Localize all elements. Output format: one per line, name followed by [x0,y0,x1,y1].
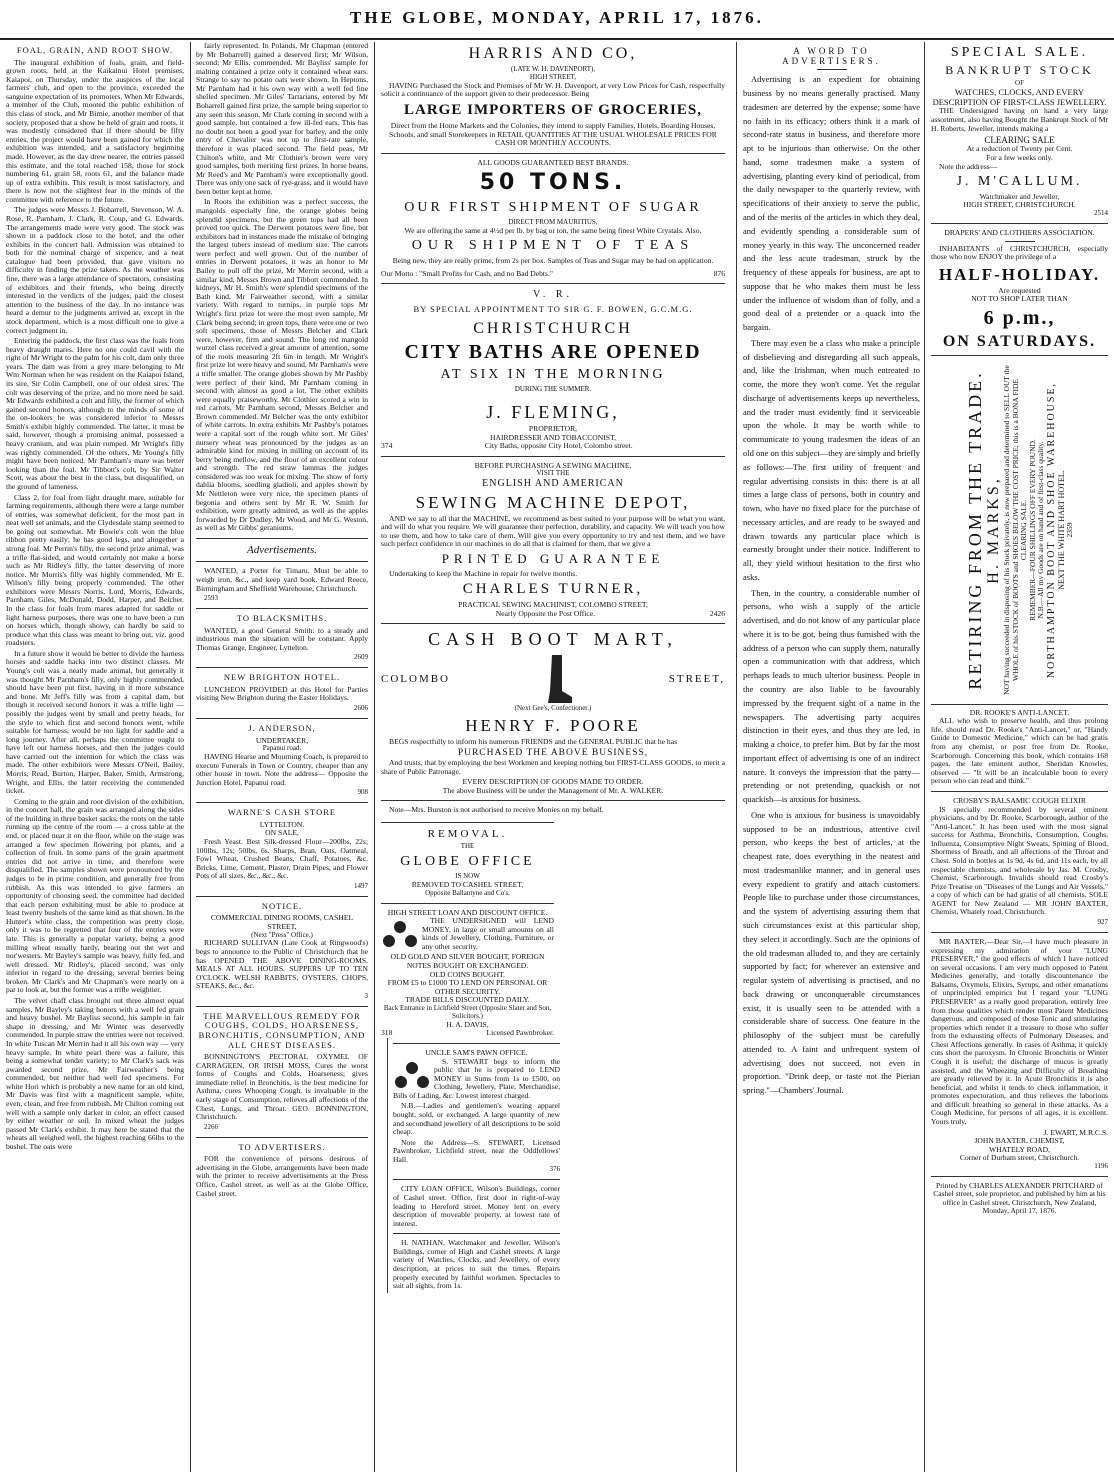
rooke-title: DR. ROOKE'S ANTI-LANCET. [969,707,1070,717]
ad-number: 2266 [204,1122,218,1131]
marks-next: NEXT THE WHITE HART HOTEL. [1056,469,1066,590]
ad-text: LUNCHEON PROVIDED at this Hotel for Parties visiting New Brighton during the Easter Holidays. [196,684,368,703]
removal-opposite: Opposite Ballantyne and Co's. [425,888,510,897]
baxter-road: WHATELY ROAD, [989,1144,1050,1154]
harris-subtitle: (LATE W. H. DAVENPORT), [510,65,596,74]
article-paragraph: Advertising is an expedient for obtaining business by no means generally practised. Many tradesmen are deterred by the expense; some have no faith in its efficacy; others think it a mark of second-rate status in business, and therefore more apt to be injurious than otherwise. On the other hand, some tradesmen make a system of advertising, planting every kind of periodical, from the daily newspaper to the quarterly review, with specifications of their anxiety to serve the public, and of the merits of the articles in which they deal, and evidently spending a considerable sum of money yearly in this way. The unconcerned reader and the less acute tradesman, struck by the frequency of these appeals for business, are apt to suppose that he who makes them must be less under the influence of wisdom than of folly, and a good deal of a pretender or a quack into the bargain. [743,74,920,333]
column-2 [190,42,368,1472]
rooke-text: ALL who wish to preserve health, and thus prolong life, should read Dr. Rooke's "Anti-Lancet," or, "Handy Guide to Domestic Medicine," which can be had gratis from any chemist, or post free from Dr. Rooke, Scarborough. Concerning this book, which contains 168 pages, the late eminent author, Sheridan Knowles, observed — "It will be an incalculable boon to every person who can read and think." [931,716,1108,786]
divider [196,1137,368,1138]
ad-text: FOR the convenience of persons desirous of advertising in the Globe, arrangements have been made with the printer to receive advertisements at the Press Office, Cashel street, as well as at the Globe Office, Cashel street. [196,1154,368,1198]
inhabitants-text: INHABITANTS of CHRISTCHURCH, especially those who now ENJOY the privilege of a [931,243,1108,262]
article-paragraph: There may even be a class who make a principle of disbelieving and disregarding all such appeals, and, like the Irishman, when much entreated to come, the more they won't come. Yet the regular discharge of advertisements keeps up nevertheless, and the trader must evidently find it serviceable upon the whole. It may be worth while to communicate to young tradesmen the ideas of an old one on this subject—they are simply and briefly as follows:—The first utility of frequent and regular advertising consists in this: there is at all times a large class of persons, both in country and town, who have no fixed place for the purchase of necessary articles, and are ready to be swayed and drawn towards any particular place which is earnestly brought under their notice. Indifferent to all, they yield without hesitation to the first who asks. [743,337,920,582]
boot-street: STREET, [668,672,725,685]
ad-number: 2606 [354,704,368,712]
article-paragraph: fairly represented. In Polands, Mr Chapman (entered by Mr Boharrell) gained a deserved first; Mr Wilson, second; Mr Ellis, commended. Mr Bayliss' sample for malting contained a prize only it contained wheat ears. Strange to say no potato oats were shown. In Heptons, Mr Parnham had it his own way with a well fed fine shelled specimen. Mr Giles' Tartarians, entered by Mr Boharrell gained first prize, the sample being superior to any seen this season, Mr Clark coming in second with a good sample, but contained a few ill-fed ears. This has no doubt not been a good year for barley, and the only entry of Chevalier was not up to first-rate sample, therefore it was placed second. The field peas, Mr Chilton's white, and Mr Clothier's brown were very good samples, both meriting first prizes. In horse beans, Mr Reed's and Mr Parnham's were exceptionally good. There was only one sack of rye-grass, and it would have been better kept at home. [196,42,368,196]
ad-text: RICHARD SULLIVAN (Late Cook at Ringwood's) begs to announce to the Public of Christchurch that he has OPENED THE ABOVE DINING-ROOMS. MEALS AT ALL HOURS. SUPPERS UP TO TEN O'CLOCK. WELSH RABBITS, OYSTERS, CHOPS, STEAKS, &c., &c. [196,938,368,991]
fleming-trade: HAIRDRESSER AND TOBACCONIST, [490,432,616,442]
ad-title: TO ADVERTISERS. [238,1141,326,1152]
ad-bonnington [196,1012,368,1132]
ad-text: HAVING Hearse and Mourning Coach, is prepared to execute Funerals in Town or Country, cheaper than any other house in town. Note the address— Opposite the Junction Hotel, Papanui road. [196,751,368,787]
ad-number: 2593 [204,594,218,603]
note-address: Note the address— [939,161,998,171]
baxter-text: MR BAXTER,—Dear Sir,—I have much pleasure in expressing my admiration of your "LUNG PRESERVER," the good effects of which I have noticed on several occasions. I am very much opposed to Patent Medicines generally, and totally discountenance the Balsams, Oxymels, Elixirs, Syrups, and other emanations of unprincipled empirics but I regard your "LUNG PRESERVER" as a really good preparation, entirely free from those qualities which render most Patent Medicines dangerous, and composed of those Tonic and stimulating properties which render it a treasure to those who suffer from the exhausting effects of Pulmonary Diseases, and Chest Affections generally. In cases of Asthma, it quickly cuts short the paroxysm. In Chronic Bronchitis or Winter Cough it is useful; the discharge of mucus is greatly assisted, and the Wheezing and Difficulty of Breathing are greatly relieved by it. In Acute Bronchitis it is also beneficial, and whilst it tends to check inflammation, it promotes expectoration, and thus relieves the laborious and difficult breathing so general in these attacks. As a Cough Medicine, for persons of all ages, it is excellent. Yours truly, [931,936,1108,1127]
baxter-chemist: JOHN BAXTER, CHEMIST, [974,1136,1065,1146]
divider [196,1006,368,1007]
mccallum-sub: Watchmaker and Jeweller, [979,191,1060,201]
masthead [0,0,1114,40]
article-paragraph: The judges were Messrs J. Boharrell, Stevenson, W. A. Rose, R. Parnham, J. Clark, R. Coup, and G. Edwards. The arrangements made were very good. The stock was shown in a paddock close to the hotel, and the other exhibits in the concert hall. Admission was obtained to both for the nominal charge of sixpence, and a neat catalogue had been provided, that gave visitors no difficulty in finding the prize takers. As the weather was fine, there was a large attendance of spectators, consisting of exhibitors and their friends, who being directly interested in the verdicts of the judges, paid the closest attention to the business of the day. In no instance was heard a demur to the judgments arrived at, except in the stock department, which is a most difficult one to give a correct judgment in. [6,205,184,335]
article-heading: A WORD TO ADVERTISERS. [782,46,881,67]
poore-note: Note—Mrs. Burston is not authorised to receive Monies on my behalf. [389,805,604,815]
motto-number: 876 [713,268,725,278]
column-3a [381,817,554,1038]
boot-icon [544,653,574,705]
harris-text: HAVING Purchased the Stock and Premises of Mr W. H. Davenport, at very Low Prices for Cash, respectfully solicit a continuance of the support given to their predecessor. Being [381,80,725,99]
marks-remember: REMEMBER—FOUR SHILLINGS OFF EVERY POUND. [1027,438,1037,621]
ad-anderson [196,724,368,797]
column-3b [387,1038,560,1293]
turner-subtitle: PRACTICAL SEWING MACHINIST, COLOMBO STREET, [458,600,648,610]
marks-northampton: NORTHAMPTON BOOT AND SHOE WAREHOUSE, [1045,381,1057,678]
are-requested: Are requested [998,285,1041,295]
column-5 [924,42,1108,1472]
royal-crest-icon [381,289,725,300]
guarantee-text: Undertaking to keep the Machine in repair for twelve months. [389,568,578,578]
ad-new-brighton [196,673,368,713]
crosby-text: IS specially recommended by several eminent physicians, and by Dr. Rooke, Scarborough, author of the "Anti-Lancet." It has been used with the most signal success for Asthma, Bronchitis, Consumption, Coughs, Influenza, Consumptive Night Sweats, Spitting of Blood, Shortness of Breath, and all affections of the Throat and Chest. Sold in bottles at 1s 9d, 4s 6d, and 11s each, by all respectable chemists, and wholesale by Jas. M. Crosby, Chemist, Scarborough. Invalids should read Crosby's Prize Treatise on "Diseases of the Lungs and Air Vessels," a copy of which can be had gratis of all chemists. SOLE AGENT for New Zealand — MR JOHN BAXTER, Chemist, Whately road, Christchurch. [931,804,1108,917]
divider [381,153,725,154]
marks-nb: N.B.—All my Goods are on hand and of first-class quality. [1036,441,1046,619]
fleming-number: 374 [381,441,393,451]
nathan-text: H. NATHAN, Watchmaker and Jeweller, Wilson's Buildings, corner of High and Cashel streets. A large variety of Watches, Clocks, and Jewellery, of every description, at prices to suit the times. Repairs properly executed by faithful workmen. Spectacles to suit all sights, from 1s. [393,1238,560,1291]
uncle-note: Note the Address—S. STEWART, Licensed Pawnbroker, Lichfield street, near the Oddfellows' Hall. [393,1137,560,1164]
baxter-corner: Corner of Durham street, Christchurch. [959,1153,1080,1163]
boot-mart-title: CASH BOOT MART, [428,629,678,650]
ad-subtitle: COMMERCIAL DINING ROOMS, CASHEL STREET, [210,913,354,931]
marks-name: H. MARKS, [985,475,1003,584]
ad-subtitle: LYTTELTON. [259,819,305,829]
ad-subtitle: (Next "Press" Office.) [251,930,313,939]
marks-rotated-ad [931,355,1108,705]
article-paragraph: Class 2, for foal from light draught mare, suitable for farming requirements, although there were a large number of entries, was somewhat deficient, for the most part in neat well set animals, and the Clydesdale stamp seemed to be going out somewhat. Mr Bowie's colt won the blue ribbon pretty easily; he has good legs, and altogether a strong foal. Mr Perrin's filly, the second prize animal, was a trifle flat-sided, and would certainly not make a horse such as Mr Ridley's filly, the latter deserving of more notice. Mr Morris's filly was highly commended, Mr E. Wilson's filly being properly commended. The other exhibitors were Messrs Norris, Lord, Morris, Edwards, Parnham, Giles, McDonald, Dodd, Harper, and Belcher. In the class for foals from mares adapted for saddle or light harness purposes, there was one to have been a run on horses which, though showy, can hardly be said to produce what this class was meant to bring out, viz. good roadsters. [6,492,184,648]
not-shop: NOT TO SHOP LATER THAN [971,294,1068,304]
uncle-number: 376 [549,1165,560,1174]
ad-title: J. ANDERSON, [248,722,316,733]
article-paragraph: The inaugural exhibition of foals, grain, and field-grown roots, held at the Kaikainui Hotel premises, Kaiapoi, on Thursday, under the auspices of the local farmers' club, and open to the province, exceeded the sanguine expectation of its promoters. When Mr Edwards, a member of the Club, mooted the public exhibition of this class of stock, and Mr Birnie, another member of that society, proposed that a show be held of grain and roots, it was modestly considered that if there should be fifty entries, the project would have been gained for which the exhibition was intended, and a satisfactory beginning made. However, as the day drew nearer, the entries passed this estimate, and the total reached 158, those for stock numbering 61, grain 58, roots 61, and the balance made up of extra exhibits. This result is most satisfactory, and there is now not the slightest fear in the minds of the committee with reference to the future. [6,57,184,204]
turner-number: 2426 [709,608,725,618]
printer-imprint: Printed by CHARLES ALEXANDER PRITCHARD of Cashel street, sole proprietor, and published by him at his office in Cashel street, Christchurch, New Zealand, Monday, April 17, 1876. [933,1180,1106,1216]
ad-title: NEW BRIGHTON HOTEL. [223,672,341,683]
poore-text: BEGS respectfully to inform his numerous FRIENDS and the GENERAL PUBLIC that he has [389,736,678,746]
article-paragraph: The velvet chaff class brought out three almost equal samples, Mr Bayley's taking honors with a well fed grain and heavy bushel. Mr Bayliss second, his sample in fair shape in dressing, and Mr Winter was deservedly commended. In purple straw the entries were not received. In white Tuscan Mr Merrin had it all his own way — very heavy sample. In white pearl there was a failure, this being a somewhat tender variety; to Mr Clark's sack was awarded second prize, Mr Fairweather's being commended, but neither had well fed specimens. For white Hori which is probably a new name for an old kind, Mr Davis was first with a magnificent sample, white, even, clean, and free from rubbish, Mr Chilton coming out well with a sample only darker in color, an effect caused by either weather or soil. In mixed wheat the judges passed Mr Clark's exhibit. It may here be stated that the wheats all weighed well, the highest reaching 66lbs to the bushel. The oats were [6,996,184,1151]
fifty-tons: 50 TONS. [479,170,627,196]
baths-appointment: BY SPECIAL APPOINTMENT TO SIR G. F. BOWEN, G.C.M.G. [413,303,693,314]
loan-trade: TRADE BILLS DISCOUNTED DAILY. [405,995,530,1005]
baths-six: AT SIX IN THE MORNING [440,366,666,382]
removal-removed: REMOVED TO CASHEL STREET, [411,880,524,890]
ad-blacksmiths [196,614,368,662]
crosby-title: CROSBY'S BALSAMIC COUGH ELIXIR [953,795,1086,805]
ad-warne [196,808,368,891]
divider [381,822,554,823]
sewing-before: BEFORE PURCHASING A SEWING MACHINE, [474,460,632,470]
six-pm: 6 p.m., [983,307,1056,330]
loan-back: Back Entrance in Lichfield Street (Opposite Slater and Son, Solicitors.) [383,1003,552,1020]
pawnbroker-balls-icon [381,919,419,949]
divider [196,718,368,719]
masthead-title: THE GLOBE, MONDAY, APRIL 17, 1876. [350,8,764,27]
article-paragraph: Then, in the country, a considerable number of persons, who wish a supply of the article advertised, and do not know of any particular place where it is to be got, being thus furnished with the address of a person who can supply them, naturally open a communication with that address, which perhaps leads to much ulterior business. People in the country are also liable to be favourably impressed by the frequent sight of a name in the newspapers. The advertising party acquires distinction in their eyes, and thus they are led, in making a choice, to prefer him. But by far the most important effect of advertising is one of an indirect nature. It conveys the impression that the party—pretending or not pretending, quackish or not quackish—is anxious for business. [743,587,920,805]
loan-title: HIGH STREET LOAN AND DISCOUNT OFFICE. [387,907,548,917]
divider [381,903,554,904]
ad-text: WANTED, a good General Smith: to a steady and industrious man the situation will be constant. Apply Thomas Grange, Engineer, Lyttelton. [196,625,368,652]
divider [381,456,725,457]
printed-guarantee: PRINTED GUARANTEE [441,551,665,567]
teas-title: OUR SHIPMENT OF TEAS [411,238,695,254]
article-paragraph: In a future show it would be better to divide the harness horses and saddle hacks into two distinct classes. Mr Young's colt was a neatly made animal, but generally it was thought Mr Parnham's filly, only highly commended, should have been put first, having in it more substance and bone. Mr Jeff's filly was from a capital dam, but though it received second honors it was a trifle light — possibly the judges went by small and pretty heads, for the style to which first and second honors went, while suitable for harness, would be too light for saddle and a long journey. After all, perhaps the committee ought to have left out harness horses, and then the judges could have carried out the intention for which the class was made. The other exhibitors were Messrs O'Neil, Bailey, Morris, Read, Burton, Harper, Baker, Smith, Armstrong, Wright, and Ellis, the latter receiving the commended ticket. [6,648,184,796]
bankrupt-stock: BANKRUPT STOCK [945,62,1094,77]
uncle-nb: N.B.—Ladies and gentlemen's wearing apparel bought, sold, or exchanged. A large quantity of new and secondhand jewellery of all descriptions to be sold cheap. [393,1101,560,1137]
divider [196,896,368,897]
sewing-title: SEWING MACHINE DEPOT, [415,492,691,512]
boot-colombo: COLOMBO [381,672,451,685]
ad-number: 1497 [354,881,368,890]
baxter-number: 1196 [1094,1161,1108,1170]
on-saturdays: ON SATURDAYS. [942,332,1097,350]
ad-text: Fresh Yeast. Best Silk-dressed Flour—200lbs, 22s; 100lbs, 12s; 50lbs, 6s. Sharps, Bran, Oats, Oatmeal, Fowl Wheat, Crushed Beans, Chaff, Potatoes, &c. Bricks, Lime, Cement, Plaster, Drain Pipes, and Flower Pots of all sizes, &c., &c., &c. [196,836,368,881]
marks-text: NOT having succeeded in disposing of his Stock privately, is now prepared and determined to SELL OUT the WHOLE of his STOCK of BOOTS and SHOES BELOW THE COST PRICE; this is a BONA FIDE CLEARING SALE. [1002,364,1029,695]
divider [196,667,368,668]
poore-name: HENRY F. POORE [465,715,641,735]
of-label: OF [1015,79,1024,88]
divider [393,1043,560,1044]
ad-porter [196,567,368,603]
crosby-number: 927 [1097,918,1108,927]
harris-goods: ALL GOODS GUARANTEED BEST BRANDS. [477,157,629,167]
ad-subtitle: UNDERTAKER, [255,735,309,745]
loan-lend: FROM £5 to £1000 TO LEND ON PERSONAL OR OTHER SECURITY. [387,978,548,996]
uncle-title: UNCLE SAM'S PAWN OFFICE. [425,1047,528,1057]
harris-importers: LARGE IMPORTERS OF GROCERIES, [404,102,702,119]
column-3 [374,42,730,1472]
poore-text-2: And trusts, that by employing the best Workmen and keeping nothing but FIRST-CLASS GOODS, to merit a share of Public Patronage. [381,758,725,776]
davis-name: H. A. DAVIS, [446,1019,489,1029]
ad-number: 3 [364,991,368,1000]
ad-number: 2609 [354,653,368,662]
divider [196,608,368,609]
baths-christchurch: CHRISTCHURCH [473,320,633,338]
column-1 [6,42,184,1472]
fleming-name: J. FLEMING, [486,401,620,422]
loan-text: THE UNDERSIGNED will LEND MONEY, in large or small amounts on all kinds of Jewellery, Clothing, Furniture, or any other security. [422,916,554,951]
fleming-address: City Baths, opposite City Hotel, Colombo street. [484,441,633,451]
baths-summer: DURING THE SUMMER. [514,384,592,393]
pawnbroker-balls-icon [393,1060,431,1090]
retiring-title: RETIRING FROM THE TRADE. [964,370,985,690]
fleming-proprietor: PROPRIETOR, [528,424,578,434]
ad-to-advertisers [196,1143,368,1198]
divider [931,1176,1108,1177]
city-loan-text: CITY LOAN OFFICE, Wilson's Buildings, corner of Cashel street. Office, first door in right-of-way leading to Hereford street. Money lent on every description of moveable property, at lowest rate of interest. [393,1184,560,1228]
sale-text: THE Undersigned having on hand a very large assortment, also having Bought the Bankrupt Stock of Mr H. Roberts, Jeweller, intends making a [931,106,1108,133]
divider [393,1233,560,1234]
baxter-signature: J. EWART, M.R.C.S. [1043,1127,1108,1137]
advertisements-heading: Advertisements. [247,543,317,556]
uncle-text: S. STEWART begs to inform the public that he is prepared to LEND MONEY in Sums from 1s to £500, on Clothing, Jewellery, Plate, Merchandise, Bills of Lading, &c. Lowest interest charged. [393,1056,560,1100]
divider [381,800,725,801]
watches-line: WATCHES, CLOCKS, AND EVERY DESCRIPTION OF FIRST-CLASS JEWELLERY. [932,87,1107,107]
sugar-text: We are offering the same at 4½d per lb. by bag or ton, the same being finest White Crystals. Also, [404,225,702,235]
divider [196,561,368,562]
clearing-sale: CLEARING SALE [984,135,1055,146]
boot-next: (Next Gee's, Confectioner.) [514,703,592,712]
removal-the: THE [460,842,475,851]
divider [817,69,847,70]
half-holiday: HALF-HOLIDAY. [938,264,1101,284]
sewing-visit: VISIT THE [536,469,570,478]
article-heading: FOAL, GRAIN, AND ROOT SHOW. [16,45,174,55]
baths-opened: CITY BATHS ARE OPENED [404,341,702,364]
article-paragraph: In Roots the exhibition was a perfect success, the mangolds especially fine, the orange globes being splendid specimens, but the green tops had all been proved too quick. The Derwent potatoes were fine, but exhibitors had in instances made the mistake of bringing the largest tubers instead of medium size. The carrots were perfect and well grown. Out of the number of entries in Derwent potatoes, it was an honor to Mr Bailey to pull off the prize, Mr Merrin second, with a similar kind, Messrs Brown and Tibbott commended. In kidneys, Mr H. Smith's were splendid specimens of the Bath kind, Mr Fairweather second, with a similar variety. With regard to turnips, in purple tops Mr Wright's first prize lot were the most even sample, Mr Clark being second; in green tops, there were one or two soft specimens, those of Messrs Belcher and Clark were, however, firm and sound. The long red mangold wurzel class received a great amount of attention, some of the roots measuring 2ft 6in in length. Mr Wright's first prize lot were heavy and sound, Mr Parnham's were a trifle smaller. The orange globes shown by Mr Pashby were perfect of their kind, Mr Parnham coming in second with almost as good a lot. The other exhibits were equally praiseworthy. Mr Clothier scored a win in red carrots, Mr Parnham second, Messrs Belcher and Brown commended. Mr Belcher was the only exhibitor of white carrots. In extra exhibits Mr Pashby's potatoes were a capital sort of the rough white sort. Mr Giles' nursery wheat was pronounced by the judges as an admirable kind for mixing in milling on account of its berry being mellow, and the flour of an excellent colour and strength. The red straw lammas the judges considered was too weak for mixing. The show of forty dahlia blooms, seedling gladioli, and apples shown by Mr Nettleton were very nice, the specimen plants of begonia and others sent by Mr R. W. Smith for exhibition, were greatly admired, as well as the apples forwarded by Dr Dudley, Mr Wood, and Mr G. Weston, as well as Mr Gibbs' geraniums. [196,197,368,533]
divider [381,283,725,284]
mccallum-name: J. M'CALLUM. [956,174,1083,190]
few-weeks: For a few weeks only. [986,152,1053,162]
sewing-english: ENGLISH AND AMERICAN [482,478,624,490]
divider [931,791,1108,792]
davis-number: 318 [381,1028,393,1038]
removal-title: REMOVAL. [427,828,508,841]
globe-office: GLOBE OFFICE [400,854,535,870]
special-sale: SPECIAL SALE. [950,45,1089,60]
harris-street: HIGH STREET, [529,72,577,81]
turner-address: Nearly Opposite the Post Office. [495,608,595,618]
divider [931,932,1108,933]
ad-dining-rooms [196,902,368,1001]
reduction: At a reduction of Twenty per Cent. [966,144,1073,154]
teas-text: Being new, they are really prime, from 2s per box. Samples of Teas and Sugar may be had on application. [392,256,714,266]
ad-subtitle: ON SALE, [265,828,299,838]
davis-sub: Licensed Pawnbroker. [486,1028,554,1038]
article-paragraph: Entering the paddock, the first class was the foals from heavy draught mares. Here no one could cavil with the right of Mr Wright to the palm for his colt, dam only three years. The dam was from a grey mare belonging to Mr Wm Norman when he was resident on the Kaiapoi Island, its sire, Sir Colin Campbell, one of our oldest sires. The colt was deserving of the prize, and no more need be said. Mr Edwards exhibited a colt and filly, the former of which gained second honors, although to the minds of some of the on-lookers he was considered inferior to Messrs Smith's exhibit highly commended. The latter, it must be said, however, though a promising animal, possessed a heavy cranium, and was plain rumped. Mr Wright's filly was rightly commended. Of the others, Mr Young's filly might have been noticed. Mr Parnham's mare was better looking than the foal. Mr Tibbott's colt, by Sir Walter Scott, was about the best in the class, but disqualified, on the ground of lameness. [6,336,184,491]
ad-title: WARNE'S CASH STORE [227,807,337,818]
divider [381,623,725,624]
loan-coins: OLD COINS BOUGHT. [429,969,506,979]
ad-title: TO BLACKSMITHS. [236,613,328,624]
ad-subtitle: Papanui road. [262,744,302,753]
motto: Our Motto : "Small Profits for Cash, and no Bad Debts." [381,268,553,278]
divider [931,223,1108,224]
ad-text: WANTED, a Porter for Timaru. Must be able to weigh iron, &c., and keep yard book. Edward Reece, Birmingham and Sheffield Warehouse, Christchurch. [196,566,368,593]
divider [393,1179,560,1180]
turner-name: CHARLES TURNER, [462,581,644,598]
divider [196,538,368,539]
ad-title: NOTICE. [261,900,303,911]
drapers-association: DRAPERS' AND CLOTHIERS ASSOCIATION. [944,227,1095,237]
ad-text: BONNINGTON'S PECTORAL OXYMEL OF CARRAGEEN, OR IRISH MOSS, Cures the worst forms of Coughs and Colds, Hoarseness; gives immediate relief in Bronchitis, is the best medicine for Asthma, cures Whooping Cough, is invaluable in the early stage of Consumption, relieves all affections of the Chest, Lungs, and Throat. GEO. BONNINGTON, Christchurch. [196,1052,368,1122]
ad-title: THE MARVELLOUS REMEDY FOR COUGHS, COLDS, HOARSENESS, BRONCHITIS, CONSUMPTION, AND ALL CHEST DISEASES. [198,1010,366,1050]
article-paragraph: One who is anxious for business is unavoidably supposed to be an industrious, attentive civil person, who keeps the best of articles, at the cheapest rate, does everything in the neatest and most tradesmanlike manner, and in general uses every expedient to gratify and attach customers. People like to purchase under those circumstances, and the system of advertising assuring them that such circumstances exist at this particular shop, they select it accordingly. Such are the opinions of the old tradesman alluded to, and they are certainly supported by fact; for wherever an extensive and regular system of advertising is practised, and no back drawing or unconquerable circumstances exist, it is usually seen to be attended with a considerable share of success. One feature in the philosophy of the subject must be carefully attended to. A faint and unfrequent system of advertising does not succeed, not even in proportion. "Drink deep, or taste not the Pierian spring."—Chambers' Journal. [743,809,920,1096]
marks-rotated-content [965,360,1075,700]
column-4 [736,42,920,1472]
sugar-title: OUR FIRST SHIPMENT OF SUGAR [404,200,702,216]
ad-number: 908 [357,788,368,797]
divider [196,802,368,803]
marks-number: 2359 [1064,522,1074,538]
poore-purchased: PURCHASED THE ABOVE BUSINESS, [457,748,649,759]
poore-every: EVERY DESCRIPTION OF GOODS MADE TO ORDER. [462,777,644,787]
removal-is-now: IS NOW [455,872,480,881]
vr-label: V. R. [532,289,574,301]
poore-walker: The above Business will be under the Management of Mr. A. WALKER. [442,785,664,795]
loan-gold: OLD GOLD AND SILVER BOUGHT, FOREIGN NOTES BOUGHT OR EXCHANGED. [390,952,545,971]
harris-text-2: Direct from the Home Markets and the Colonies, they intend to supply Families, Hotels, Boarding Houses, Schools, and small Storekeepers in RETAIL QUANTITIES AT THE USUAL WHOLESALE PRICES FOR CASH OR MONTHLY ACCOUNTS. [389,120,717,148]
sewing-text: AND we say to all that the MACHINE, we recommend as best suited to your purpose will be what you want, and will do what you require. We will guarantee their perfection, durability, and capacity. We will teach you how to use them, and how to take care of them. Will give you every opportunity to try and test them, and we have such perfect confidence in our machines to do all that is claimed for them, that we give a [381,513,725,549]
harris-title: HARRIS AND CO, [468,45,638,62]
article-paragraph: Coming to the grain and root division of the exhibition, in the concert hall, the grain was arranged along the sides of the building in three basket sacks, the roots on the table running up the centre of the room — a cross table at the end, or placed near it on the floor, while on the stage was arranged a few specimen flowering pot plants, and a collection of fruit. In some parts of the grain apartment entries did not arrive in time, and therefore were disqualified. The samples shown were pronounced by the judges to be in prime condition, and generally free from rubbish. As this was intended to give farmers an opportunity of choosing seed, the committee had decided that each person exhibiting must be able to produce at least twenty bushels of the same kind as that shown. In the Hunter's white class, the competition was pretty close, only it was to be regretted that four of the entries were late. This is generally a popular variety, being a good milling wheat usually hardy, bearing out the wet and nor'westers. Mr Bayley's sample was heavy, fully fed, and well dressed. Mr Ridley's, placed second, was only inferior in regard to the dressing, several berries being broken. Mr Clark's and Mr Chapman's were nearly on a par to look at, but the former was a trifle weightier. [6,796,184,995]
divider [1005,241,1035,242]
mccallum-number: 2514 [1094,209,1108,218]
mccallum-address: HIGH STREET, CHRISTCHURCH. [963,200,1076,210]
sugar-subtitle: DIRECT FROM MAURITIUS, [508,217,598,226]
